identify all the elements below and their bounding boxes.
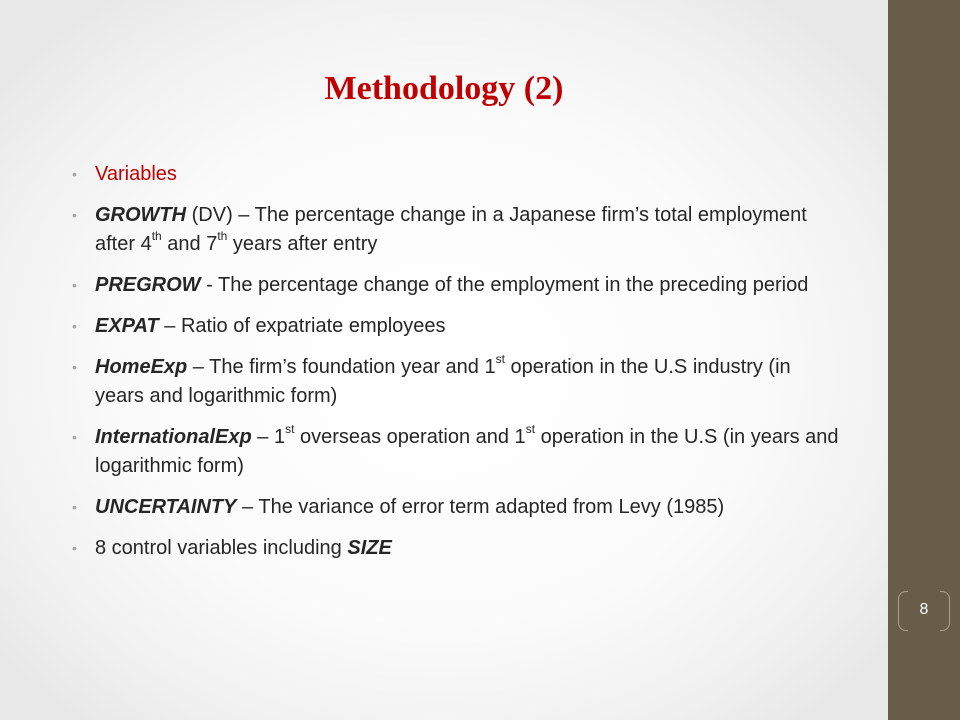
bullet-expat [72, 312, 842, 341]
bullet-internationalexp [72, 423, 842, 481]
bullet-dot-icon: • [72, 318, 77, 334]
bullet-dot-icon: • [72, 540, 77, 556]
bullet-growth [72, 201, 842, 259]
bullet-text: years after entry [227, 233, 378, 255]
slide-title: Methodology (2) [324, 70, 564, 107]
bullet-text: – Ratio of expatriate employees [158, 315, 446, 337]
bullet-text: overseas operation and 1 [294, 426, 526, 448]
bullet-text: – 1 [251, 426, 286, 448]
superscript: st [285, 422, 295, 437]
bullet-variables [72, 160, 842, 189]
superscript: th [217, 229, 228, 244]
variable-term: HomeExp [95, 356, 188, 378]
bullet-uncertainty [72, 493, 842, 522]
variable-term: UNCERTAINTY [95, 496, 237, 518]
variable-term: PREGROW [95, 274, 201, 296]
superscript: th [151, 229, 162, 244]
bullet-text: – The firm’s foundation year and 1 [187, 356, 496, 378]
variable-term: SIZE [347, 537, 392, 559]
bullet-text: (DV) – The percentage change in a Japanese firm’s total employment after 4 [95, 204, 807, 255]
superscript: st [495, 352, 505, 367]
bullet-dot-icon: • [72, 499, 77, 515]
bullet-dot-icon: • [72, 359, 77, 375]
bullet-controls [72, 534, 842, 563]
bullet-dot-icon: • [72, 207, 77, 223]
bullet-dot-icon: • [72, 277, 77, 293]
bullet-dot-icon: • [72, 166, 77, 182]
bullet-list [72, 160, 842, 575]
bullet-text: - The percentage change of the employment in the preceding period [200, 274, 809, 296]
superscript: st [525, 422, 536, 437]
page-number: 8 [919, 601, 929, 618]
bullet-homeexp [72, 353, 842, 411]
bullet-text: Variables [95, 163, 177, 185]
variable-term: GROWTH [95, 204, 187, 226]
bullet-text: operation in the U.S industry (in years and logarithmic form) [95, 356, 791, 407]
bullet-text: 8 control variables including [95, 537, 348, 559]
bullet-text: and 7 [161, 233, 218, 255]
variable-term: EXPAT [95, 315, 159, 337]
bullet-text: – The variance of error term adapted from Levy (1985) [236, 496, 725, 518]
bullet-text: operation in the U.S (in years and logarithmic form) [95, 426, 839, 477]
variable-term: InternationalExp [95, 426, 252, 448]
bullet-dot-icon: • [72, 429, 77, 445]
bullet-pregrow [72, 271, 842, 300]
page-number-badge [898, 591, 950, 633]
